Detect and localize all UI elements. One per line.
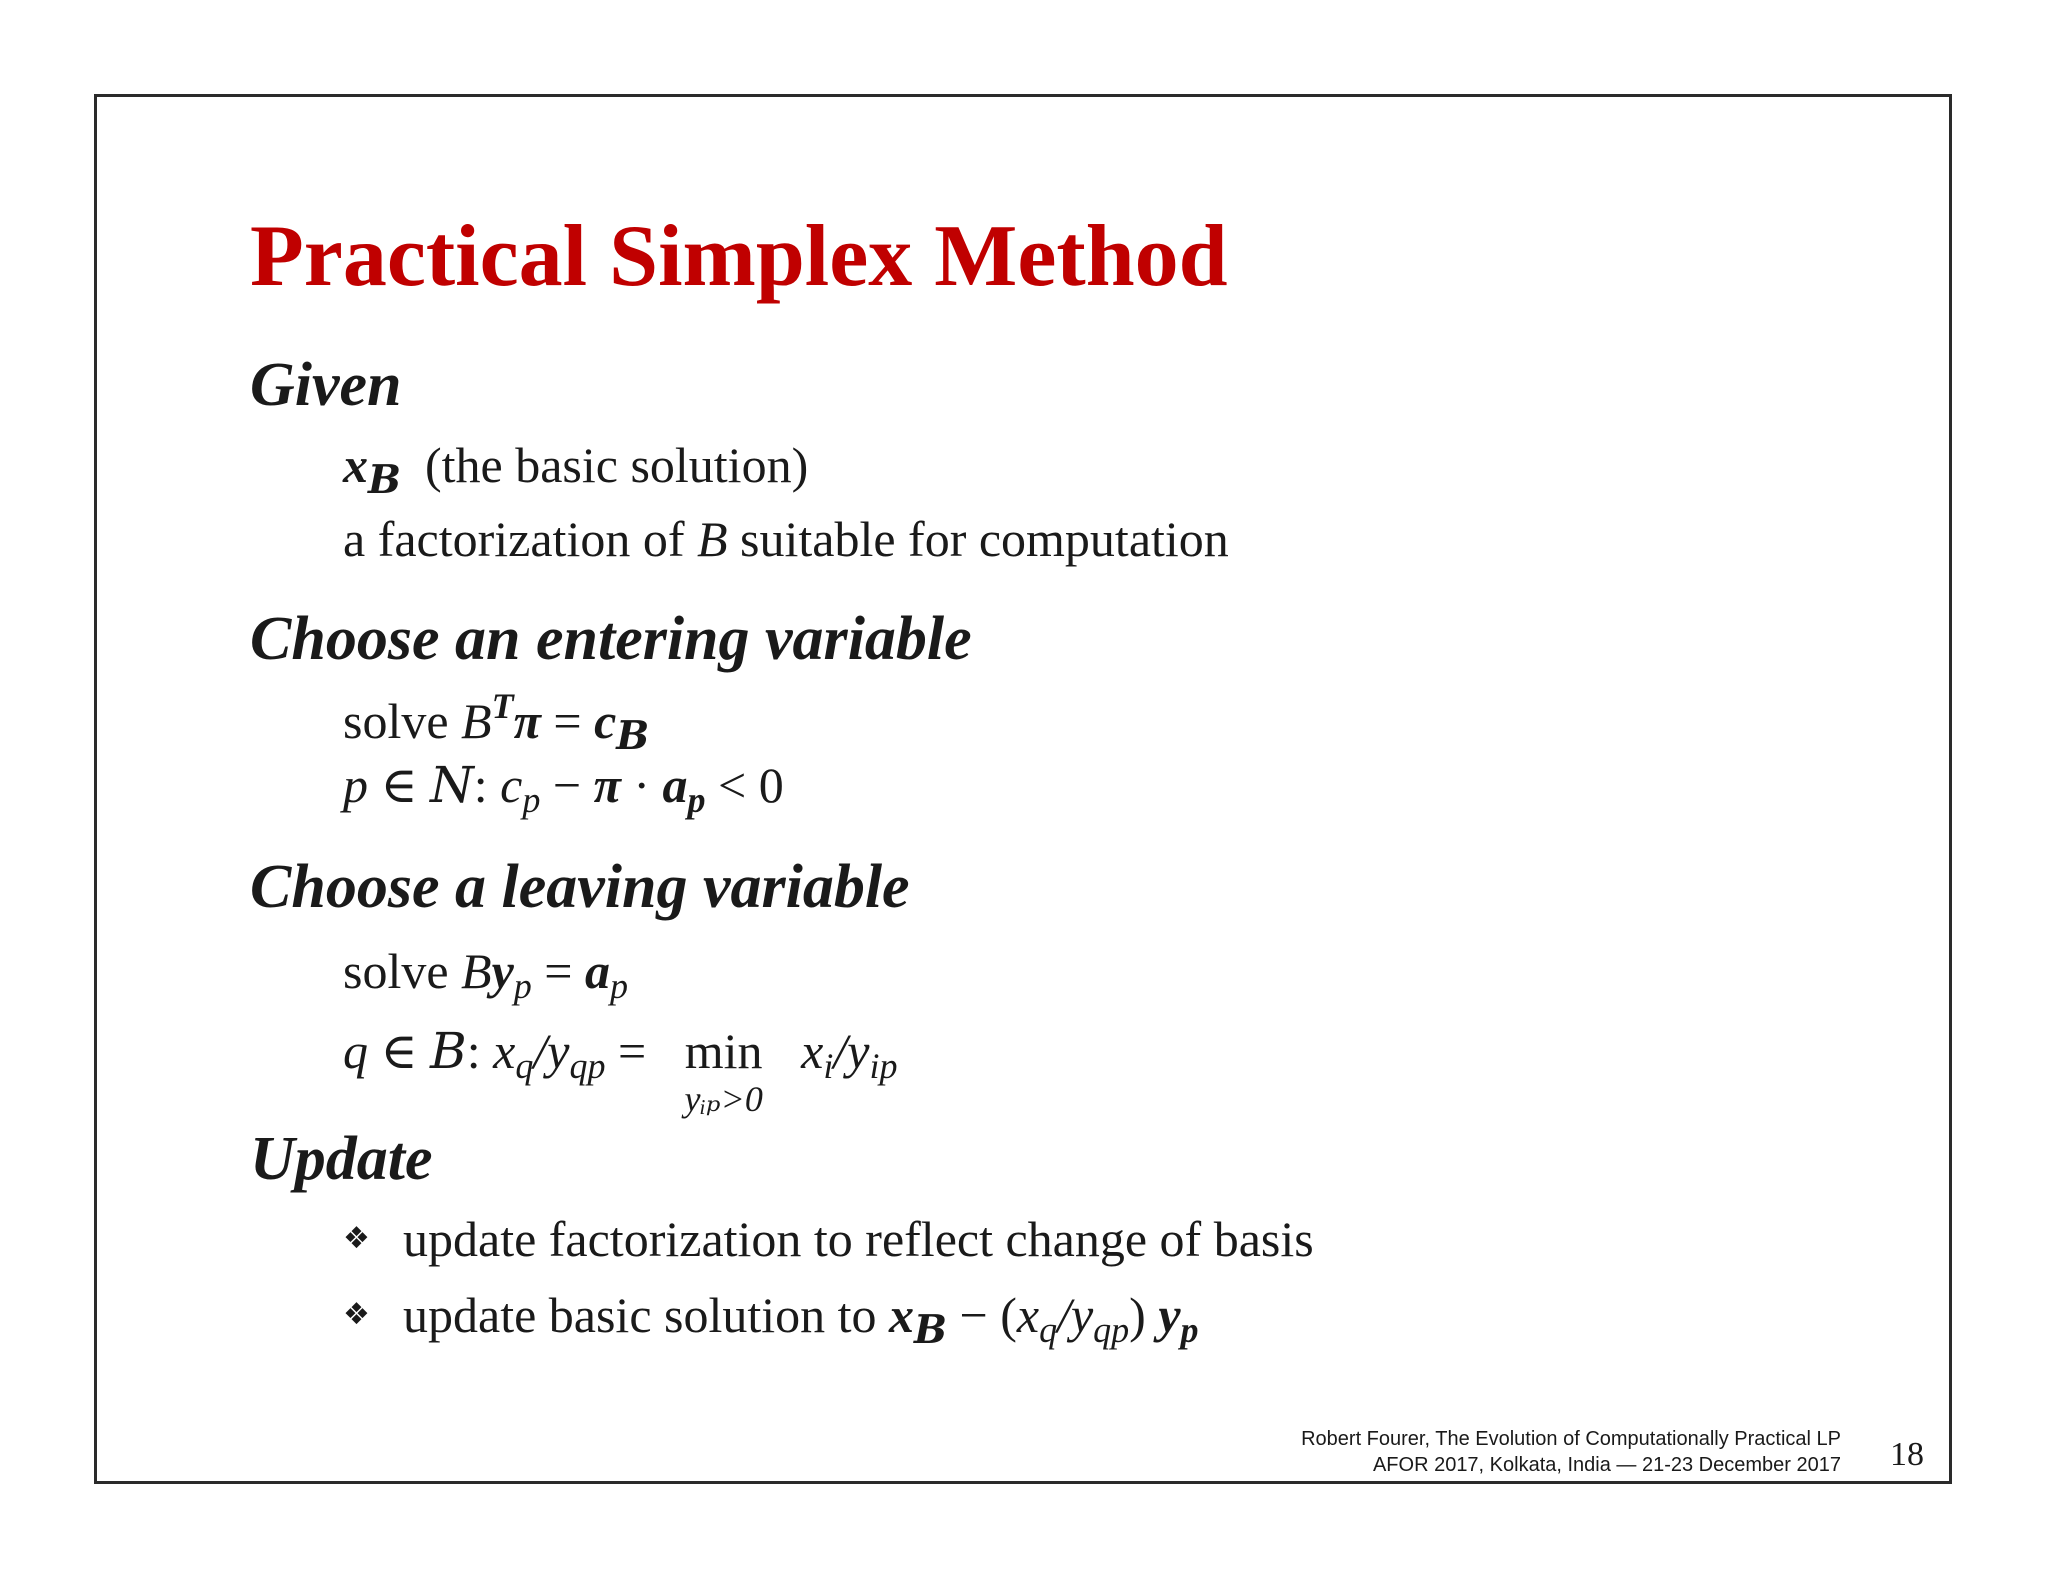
diamond-bullet-icon: ❖ [343,1297,370,1332]
section-entering: Choose an entering variable [250,605,972,673]
given-factorization: a factorization of B suitable for computation [343,511,1229,567]
leaving-solve-equation: solve $By_p = a_p$ [343,943,628,1007]
given-basic-solution: $x_B$ (the basic solution) [343,437,809,503]
section-given: Given [250,351,402,419]
section-update: Update [250,1125,433,1193]
min-condition: yᵢₚ>0 [684,1079,763,1119]
page-number: 18 [1890,1436,1924,1473]
diamond-bullet-icon: ❖ [343,1221,370,1256]
min-operator: min yᵢₚ>0 [669,1022,779,1080]
entering-solve-equation: solve $B^T\pi = c_B$ [343,686,650,759]
section-leaving: Choose a leaving variable [250,853,910,921]
update-item-2: ❖ update basic solution to $x_B - (x_q/y_{qp})$ $y_p$ [343,1287,1199,1353]
math-B: B [696,511,728,567]
leaving-ratio-test: q ∈ B: $x_q/y_{qp} = \min$ yᵢₚ>0 $x_i/y_{ip}$ [343,1022,898,1119]
slide-title: Practical Simplex Method [250,208,1228,305]
entering-reduced-cost-condition: p ∈ N: $c_p - \pi \cdot a_p < 0$ [343,756,784,821]
footer-credit-line-1: Robert Fourer, The Evolution of Computationally Practical LP [1301,1428,1841,1450]
footer-credit-line-2: AFOR 2017, Kolkata, India — 21-23 December 2017 [1372,1454,1841,1476]
math-x-B: $x_B$ [343,437,401,503]
update-item-1: ❖ update factorization to reflect change of basis [343,1211,1314,1267]
